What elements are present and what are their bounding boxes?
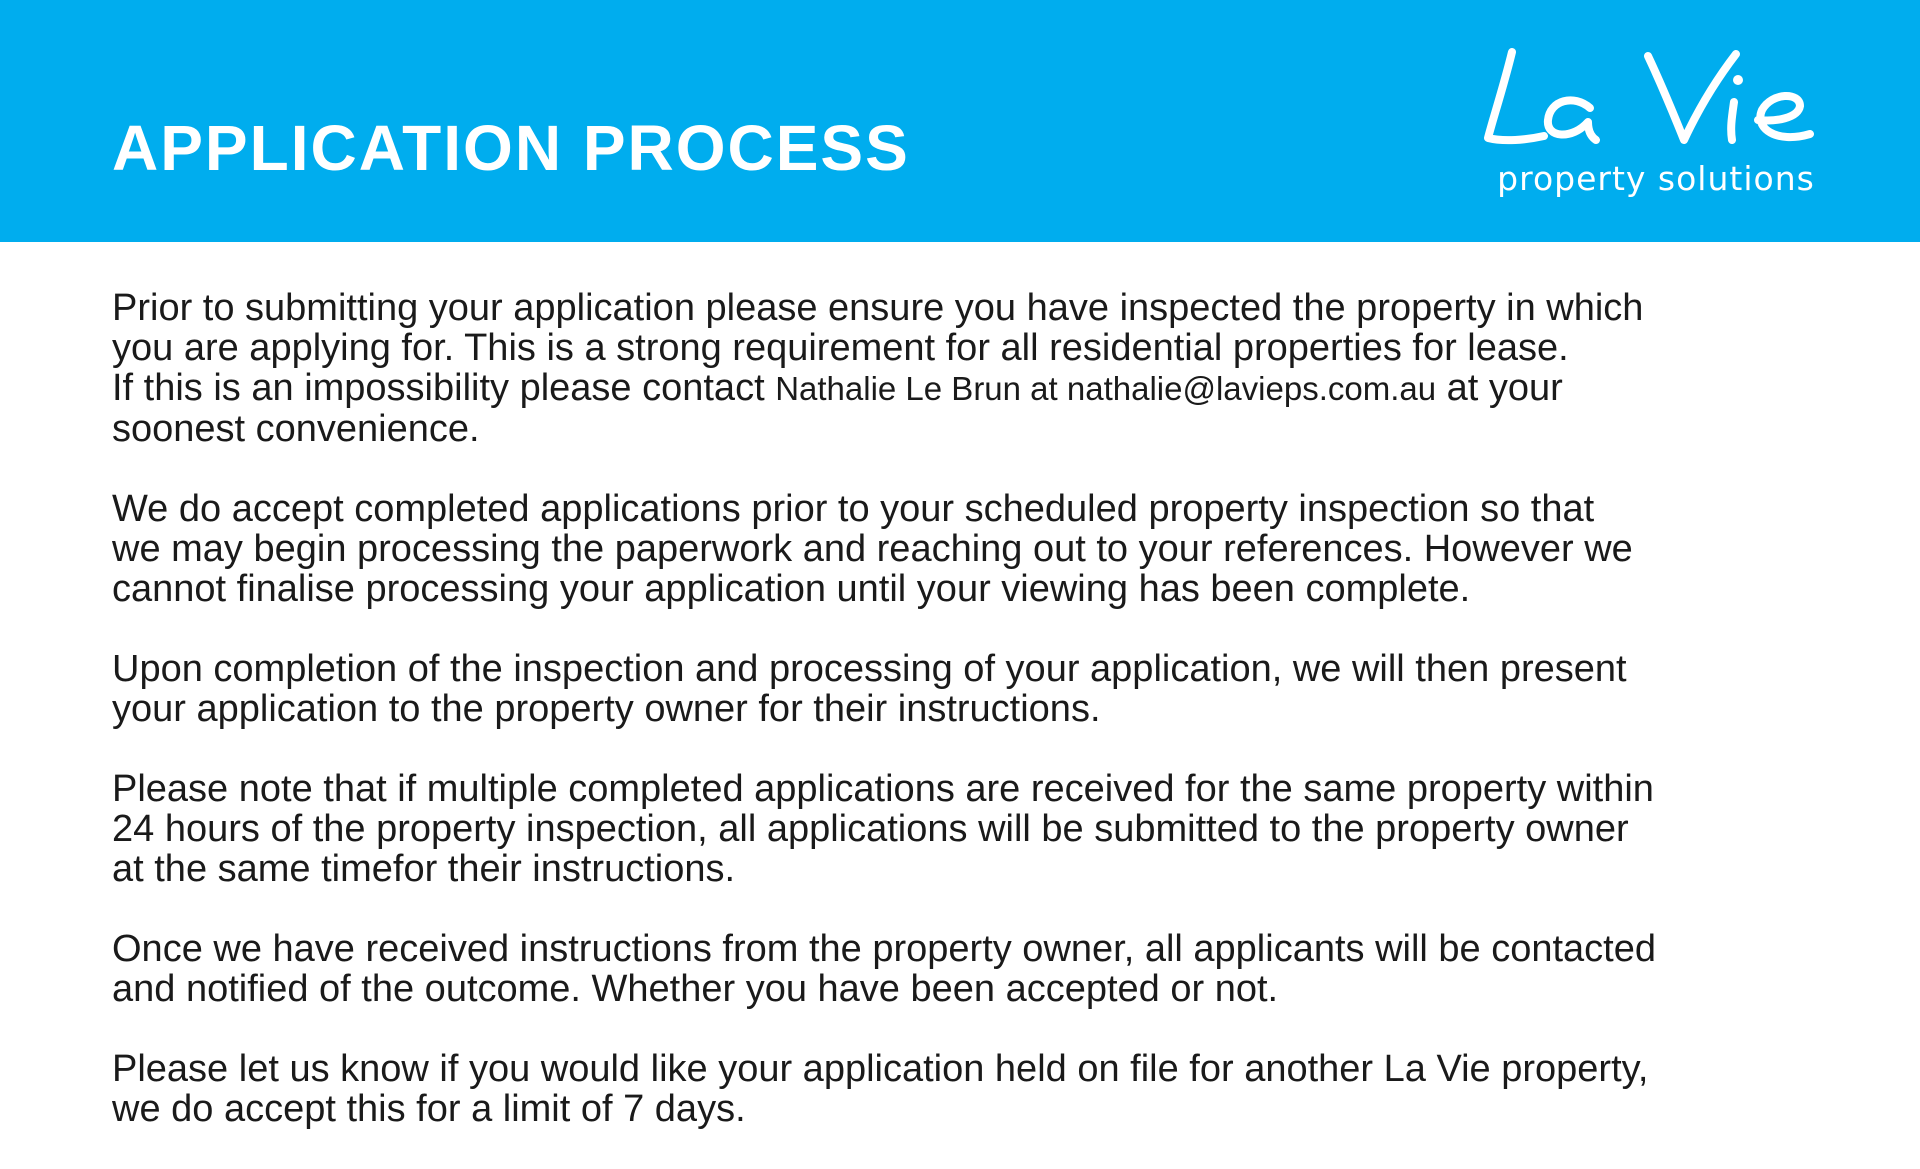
text-line: Once we have received instructions from the property owner, all applicants will be contacted [112, 928, 1657, 970]
text-line: We do accept completed applications prior to your scheduled property inspection so that [112, 488, 1595, 530]
application-process-body [112, 288, 1812, 1169]
paragraph-outcome-notification [112, 929, 1812, 1009]
text-line: 24 hours of the property inspection, all applications will be submitted to the property owner [112, 808, 1629, 850]
paragraph-early-applications [112, 489, 1812, 609]
text-line: you are applying for. This is a strong requirement for all residential properties for lease. [112, 327, 1569, 369]
text-line: Please let us know if you would like your application held on file for another La Vie property, [112, 1048, 1649, 1090]
text-line-contact [112, 368, 1812, 409]
text-line: and notified of the outcome. Whether you have been accepted or not. [112, 968, 1279, 1010]
text-line: Please note that if multiple completed applications are received for the same property within [112, 768, 1654, 810]
text-line: soonest convenience. [112, 408, 480, 450]
paragraph-owner-presentation [112, 649, 1812, 729]
paragraph-application-on-file [112, 1049, 1812, 1129]
logo-icon [1480, 30, 1830, 205]
text-fragment: If this is an impossibility please contact [112, 367, 776, 409]
header-banner [0, 0, 1920, 242]
text-line: Upon completion of the inspection and processing of your application, we will then present [112, 648, 1627, 690]
logo-tagline: property solutions [1497, 159, 1815, 198]
contact-email-text: Nathalie Le Brun at nathalie@lavieps.com.au [775, 370, 1437, 407]
text-line: we do accept this for a limit of 7 days. [112, 1088, 746, 1130]
text-line: at the same timefor their instructions. [112, 848, 736, 890]
paragraph-inspection-requirement [112, 288, 1812, 449]
text-line: Prior to submitting your application please ensure you have inspected the property in which [112, 287, 1644, 329]
text-line: your application to the property owner for their instructions. [112, 688, 1101, 730]
la-vie-logo [1480, 30, 1830, 205]
text-line: we may begin processing the paperwork and reaching out to your references. However we [112, 528, 1633, 570]
paragraph-multiple-applications [112, 769, 1812, 889]
text-fragment: at your [1436, 367, 1563, 409]
text-line: cannot finalise processing your application until your viewing has been complete. [112, 568, 1471, 610]
page-title: APPLICATION PROCESS [112, 112, 910, 184]
